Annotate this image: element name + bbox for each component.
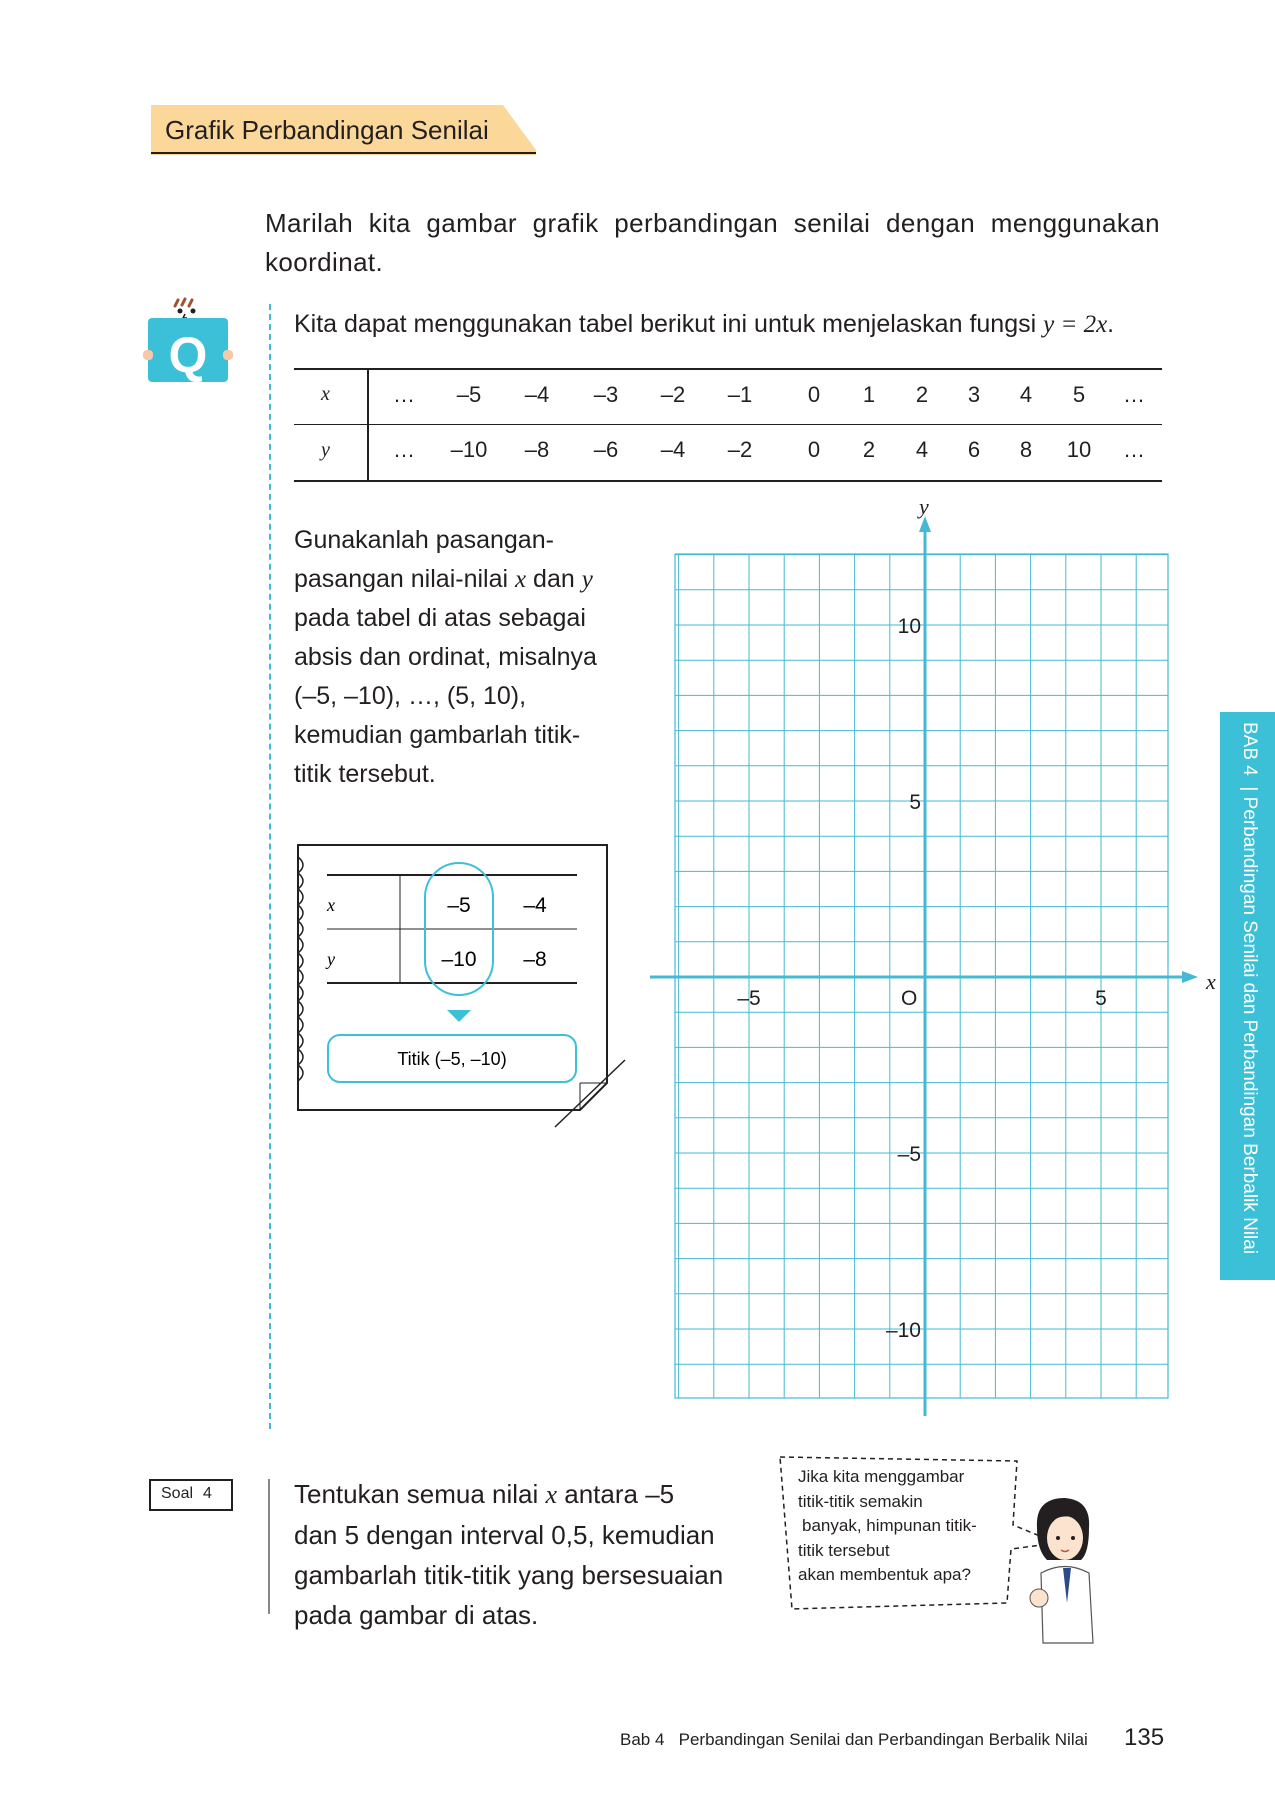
y-cell: –4 (660, 437, 686, 462)
table-intro-end: . (1107, 310, 1115, 338)
note-x-value: –5 (447, 894, 471, 917)
x-cell: 1 (862, 382, 876, 407)
soal-text: Tentukan semua nilai (294, 1479, 546, 1509)
q-book-icon (140, 290, 240, 390)
x-cell: 3 (967, 382, 981, 407)
y-cell: … (393, 437, 415, 462)
soal-text: antara –5 (557, 1479, 675, 1509)
table-intro (294, 305, 1174, 344)
footer-title: Perbandingan Senilai dan Perbandingan Berbalik Nilai (678, 1730, 1088, 1749)
x-cell: –3 (593, 382, 619, 407)
soal-question (294, 1474, 764, 1635)
soal-label: Soal (161, 1485, 194, 1502)
table-top-rule (294, 368, 1162, 370)
var-x: x (514, 566, 527, 593)
table-header-divider (367, 368, 369, 482)
y-cell: 4 (915, 437, 929, 462)
instruction-line: titik tersebut. (294, 760, 436, 788)
table-intro-text: Kita dapat menggunakan tabel berikut ini untuk menjelaskan fungsi (294, 310, 1044, 338)
side-tab-title: Perbandingan Senilai dan Perbandingan Berbalik Nilai (1239, 796, 1260, 1255)
x-cell: … (393, 382, 415, 407)
origin-label: O (901, 987, 918, 1010)
x-cell: –2 (660, 382, 686, 407)
point-label: Titik (–5, –10) (397, 1049, 507, 1069)
y-cell: –10 (450, 437, 488, 462)
y-cell: … (1123, 437, 1145, 462)
y-tick-label: –5 (897, 1143, 921, 1166)
instruction-paragraph (294, 521, 624, 794)
soal-line: pada gambar di atas. (294, 1600, 539, 1630)
var-x: x (545, 1480, 558, 1509)
x-cell: 4 (1019, 382, 1033, 407)
table-mid-rule (294, 424, 1162, 425)
section-header (151, 105, 536, 155)
note-card (295, 845, 610, 1113)
bubble-line: titik tersebut (798, 1540, 890, 1560)
side-tab-chapter: BAB 4 (1239, 722, 1260, 776)
bubble-text (798, 1465, 998, 1588)
instruction-line: kemudian gambarlah titik- (294, 721, 581, 749)
instruction-line: pada tabel di atas sebagai (294, 604, 586, 632)
y-cell: –8 (524, 437, 550, 462)
intro-paragraph: Marilah kita gambar grafik perbandingan senilai dengan menggunakan koordinat. (265, 208, 1160, 277)
y-tick-label: –10 (885, 1319, 921, 1342)
x-tick-label: –5 (737, 987, 761, 1010)
page-number: 135 (1124, 1724, 1165, 1751)
side-tab-text: BAB 4 | Perbandingan Senilai dan Perbandingan Berbalik Nilai (1239, 722, 1260, 1255)
bubble-line: Jika kita menggambar (798, 1467, 965, 1486)
soal-line (294, 1474, 764, 1515)
x-axis-arrow-icon (1182, 971, 1198, 983)
instruction-line (294, 560, 624, 599)
x-cell: –5 (456, 382, 482, 407)
coordinate-chart (640, 494, 1216, 1416)
bubble-line: banyak, himpunan titik- (802, 1516, 977, 1535)
x-cell: 5 (1072, 382, 1086, 407)
bubble-line: akan membentuk apa? (798, 1565, 971, 1584)
soal-number: 4 (203, 1485, 212, 1502)
x-tick-label: 5 (1095, 987, 1107, 1010)
y-cell: 8 (1019, 437, 1033, 462)
y-cell: –6 (593, 437, 619, 462)
y-cell: 10 (1066, 437, 1092, 462)
soal-line: dan 5 dengan interval 0,5, kemudian (294, 1520, 715, 1550)
bubble-line: titik-titik semakin (798, 1491, 923, 1511)
x-cell: … (1123, 382, 1145, 407)
instruction-line: (–5, –10), …, (5, 10), (294, 682, 527, 710)
row-label-x: x (321, 383, 330, 405)
dashed-guide-line (269, 304, 271, 1429)
soal-divider (268, 1479, 270, 1614)
instruction-text: pasangan nilai-nilai (294, 565, 515, 593)
note-x-value: –4 (523, 894, 547, 917)
x-cell: 0 (807, 382, 821, 407)
soal-line: gambarlah titik-titik yang bersesuaian (294, 1560, 724, 1590)
q-letter: Q (168, 327, 208, 383)
x-cell: –1 (727, 382, 753, 407)
chapter-side-tab (1220, 712, 1275, 1280)
instruction-line: Gunakanlah pasangan- (294, 526, 554, 554)
y-cell: 6 (967, 437, 981, 462)
instruction-text: dan (526, 565, 582, 593)
row-label-y: y (321, 439, 330, 461)
y-cell: –2 (727, 437, 753, 462)
var-y: y (581, 566, 593, 593)
x-cell: 2 (915, 382, 929, 407)
student-avatar (1030, 1498, 1093, 1643)
note-y-value: –10 (441, 948, 477, 971)
footer-chapter: Bab 4 (620, 1730, 665, 1749)
note-y-value: –8 (523, 948, 547, 971)
page-footer (620, 1730, 1170, 1750)
value-table (294, 368, 1162, 482)
y-axis-label: y (919, 494, 929, 519)
formula: y = 2x (1043, 311, 1108, 338)
instruction-line: absis dan ordinat, misalnya (294, 643, 597, 671)
section-title: Grafik Perbandingan Senilai (165, 115, 489, 145)
y-cell: 0 (807, 437, 821, 462)
y-cell: 2 (862, 437, 876, 462)
y-tick-label: 5 (909, 791, 921, 814)
soal-badge (149, 1479, 233, 1511)
x-cell: –4 (524, 382, 550, 407)
table-bottom-rule (294, 480, 1162, 482)
y-tick-label: 10 (897, 615, 921, 638)
note-y-label: y (327, 949, 335, 969)
note-x-label: x (327, 895, 335, 915)
x-axis-label: x (1206, 969, 1216, 994)
